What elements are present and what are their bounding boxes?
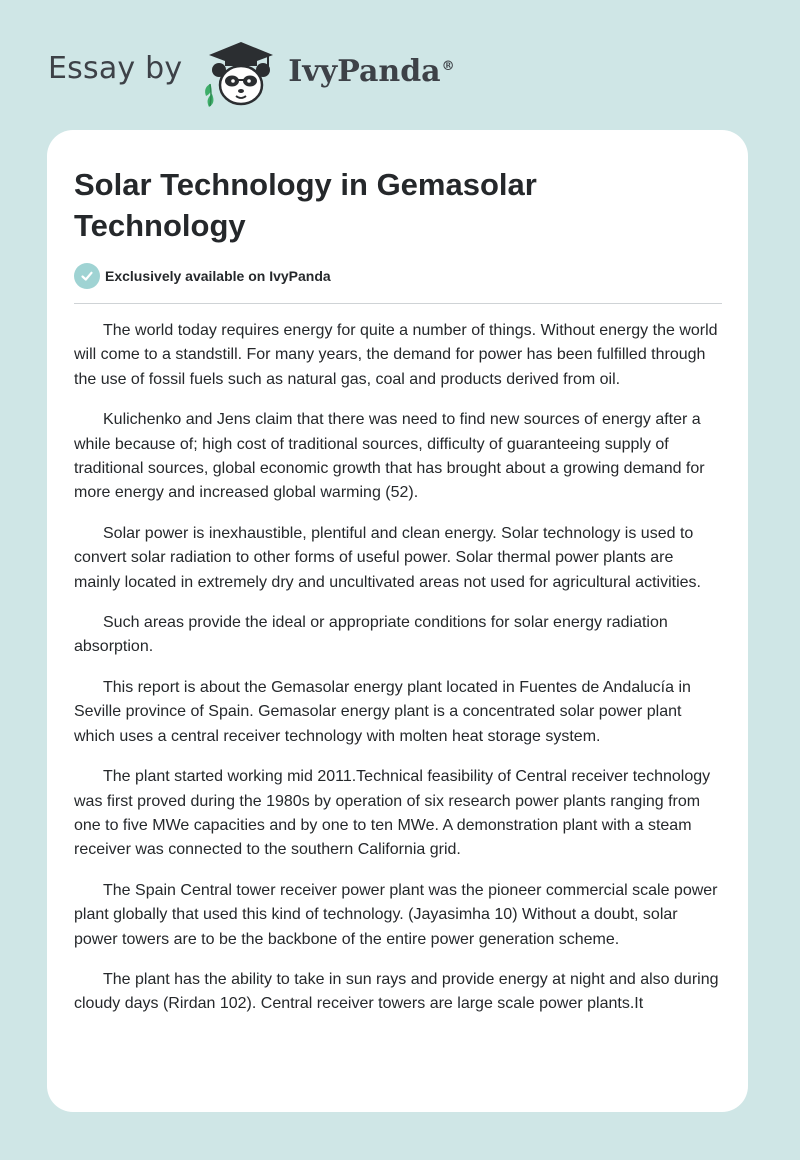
brand-name-text: IvyPanda xyxy=(288,53,441,89)
panda-graduate-logo-icon xyxy=(196,36,286,108)
paragraph: The world today requires energy for quite a number of things. Without energy the world will come to a standstill. For many years, the demand for power has been fulfilled through the use of fossil fuels such as natural gas, coal and products derived from oil. xyxy=(74,322,718,388)
paragraph: Kulichenko and Jens claim that there was need to find new sources of energy after a while because of; high cost of traditional sources, difficulty of guaranteeing supply of traditional sources, global economic growth that has brought about a growing demand for more energy and increased global warming (52). xyxy=(74,411,705,502)
exclusive-badge-text: Exclusively available on IvyPanda xyxy=(105,268,331,284)
divider xyxy=(74,303,722,304)
brand-header[interactable] xyxy=(48,36,455,108)
brand-prefix: Essay by xyxy=(48,50,183,86)
brand-name xyxy=(288,54,454,89)
paragraph: Such areas provide the ideal or appropriate conditions for solar energy radiation absorption. xyxy=(74,614,668,656)
essay-body xyxy=(74,319,724,1091)
essay-card xyxy=(47,130,748,1112)
paragraph: This report is about the Gemasolar energy plant located in Fuentes de Andalucía in Seville province of Spain. Gemasolar energy plant is a concentrated solar power plant which uses a central receiver technology with molten heat storage system. xyxy=(74,678,691,745)
paragraph: The plant has the ability to take in sun rays and provide energy at night and also during cloudy days (Rirdan 102). Central receiver towers are large scale power plants.It xyxy=(74,970,719,1013)
check-circle-icon xyxy=(74,263,100,289)
page-title: Solar Technology in Gemasolar Technology xyxy=(74,167,537,243)
paragraph: Solar power is inexhaustible, plentiful and clean energy. Solar technology is used to convert solar radiation to other forms of useful power. Solar thermal power plants are mainly located in extremely dry and uncultivated areas not used for agricultural activities. xyxy=(74,524,701,591)
registered-mark: ® xyxy=(441,58,455,74)
exclusive-badge xyxy=(74,263,331,289)
paragraph: The plant started working mid 2011.Technical feasibility of Central receiver technology was first proved during the 1980s by operation of six research power plants ranging from one to five MWe capacities and by one to ten MWe. A demonstration plant with a steam receiver was connected to the southern California grid. xyxy=(74,768,711,859)
paragraph: The Spain Central tower receiver power plant was the pioneer commercial scale power plant globally that used this kind of technology. (Jayasimha 10) Without a doubt, solar power towers are to be the backbone of the entire power generation scheme. xyxy=(74,881,718,948)
